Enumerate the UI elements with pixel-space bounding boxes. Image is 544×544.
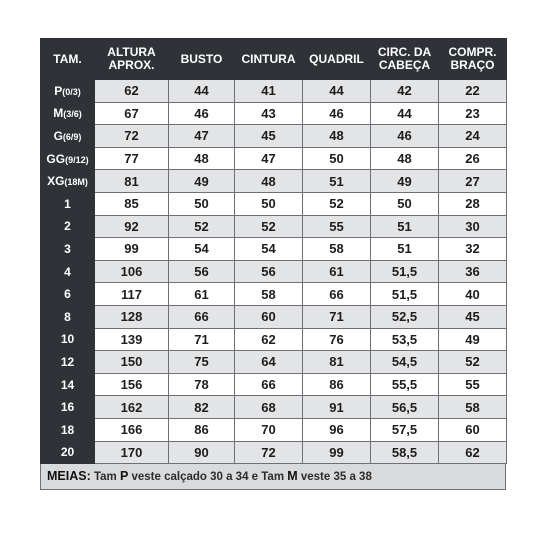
socks-note-text-3: veste 35 a 38 [297, 471, 372, 484]
measure-cell: 50 [235, 192, 303, 215]
measure-cell: 61 [303, 260, 371, 283]
measure-cell: 52 [169, 215, 235, 238]
size-label: P [54, 83, 63, 98]
header-waist [235, 39, 303, 80]
measure-cell: 49 [371, 170, 439, 193]
measure-cell: 62 [235, 328, 303, 351]
measure-cell: 30 [439, 215, 507, 238]
measure-cell: 139 [95, 328, 169, 351]
size-cell [41, 102, 95, 125]
measure-cell: 44 [169, 80, 235, 103]
table-row [41, 283, 507, 306]
measure-cell: 66 [303, 283, 371, 306]
measure-cell: 47 [235, 147, 303, 170]
measure-cell: 86 [303, 373, 371, 396]
header-size [41, 39, 95, 80]
measure-cell: 61 [169, 283, 235, 306]
size-cell [41, 305, 95, 328]
measure-cell: 67 [95, 102, 169, 125]
size-age-range: (18M) [64, 177, 88, 188]
measure-cell: 36 [439, 260, 507, 283]
socks-note-text-1: Tam [90, 471, 120, 484]
measure-cell: 50 [371, 192, 439, 215]
measure-cell: 52,5 [371, 305, 439, 328]
size-label: M [53, 106, 64, 121]
measure-cell: 71 [303, 305, 371, 328]
measure-cell: 72 [95, 125, 169, 148]
measure-cell: 162 [95, 396, 169, 419]
size-label: 20 [60, 445, 75, 460]
measure-cell: 68 [235, 396, 303, 419]
measure-cell: 52 [235, 215, 303, 238]
measure-cell: 50 [169, 192, 235, 215]
size-cell [41, 170, 95, 193]
measure-cell: 48 [169, 147, 235, 170]
measure-cell: 52 [303, 192, 371, 215]
measure-cell: 45 [235, 125, 303, 148]
measure-cell: 44 [371, 102, 439, 125]
measure-cell: 66 [169, 305, 235, 328]
measure-cell: 48 [371, 147, 439, 170]
measure-cell: 62 [95, 80, 169, 103]
header-label-line: ALTURA [107, 45, 156, 59]
table-row [41, 238, 507, 261]
measure-cell: 66 [235, 373, 303, 396]
measure-cell: 56 [169, 260, 235, 283]
size-age-range: (0/3) [62, 86, 81, 97]
measure-cell: 51 [303, 170, 371, 193]
measure-cell: 46 [303, 102, 371, 125]
table-row [41, 215, 507, 238]
measure-cell: 72 [235, 441, 303, 464]
size-cell [41, 396, 95, 419]
header-label-line: CINTURA [241, 51, 296, 66]
measure-cell: 86 [169, 418, 235, 441]
size-label: 2 [64, 219, 71, 234]
header-label-line: TAM. [53, 51, 82, 66]
header-label-line: BUSTO [180, 51, 223, 66]
header-label-line: COMPR. [448, 45, 497, 59]
header-hip [303, 39, 371, 80]
measure-cell: 51 [371, 215, 439, 238]
measure-cell: 92 [95, 215, 169, 238]
size-label: 16 [60, 400, 75, 415]
size-cell [41, 351, 95, 374]
size-cell [41, 373, 95, 396]
measure-cell: 51 [371, 238, 439, 261]
measure-cell: 58 [439, 396, 507, 419]
size-label: XG [47, 174, 65, 189]
measure-cell: 78 [169, 373, 235, 396]
size-cell [41, 215, 95, 238]
table-header-row [41, 39, 507, 80]
socks-note-text-2: veste calçado 30 a 34 e Tam [128, 471, 288, 484]
size-cell [41, 238, 95, 261]
measure-cell: 81 [303, 351, 371, 374]
size-label: 6 [64, 287, 71, 302]
table-row [41, 328, 507, 351]
header-bust [169, 39, 235, 80]
measure-cell: 49 [169, 170, 235, 193]
size-label: 14 [60, 377, 75, 392]
table-row [41, 80, 507, 103]
size-label: 8 [64, 309, 71, 324]
measure-cell: 166 [95, 418, 169, 441]
size-label: 10 [60, 332, 75, 347]
size-cell [41, 147, 95, 170]
measure-cell: 22 [439, 80, 507, 103]
measure-cell: 55,5 [371, 373, 439, 396]
measure-cell: 54 [235, 238, 303, 261]
measure-cell: 170 [95, 441, 169, 464]
measure-cell: 58 [235, 283, 303, 306]
measure-cell: 99 [95, 238, 169, 261]
measure-cell: 85 [95, 192, 169, 215]
measure-cell: 42 [371, 80, 439, 103]
measure-cell: 106 [95, 260, 169, 283]
size-cell [41, 80, 95, 103]
measure-cell: 43 [235, 102, 303, 125]
measure-cell: 117 [95, 283, 169, 306]
size-cell [41, 260, 95, 283]
measure-cell: 28 [439, 192, 507, 215]
measure-cell: 54,5 [371, 351, 439, 374]
measure-cell: 50 [303, 147, 371, 170]
size-label: GG [46, 151, 66, 166]
size-cell [41, 328, 95, 351]
size-cell [41, 441, 95, 464]
header-arm-length [439, 39, 507, 80]
size-table [40, 38, 507, 464]
socks-note [40, 464, 506, 490]
header-label-line: APROX. [108, 58, 155, 72]
size-cell [41, 283, 95, 306]
header-label-line: BRAÇO [450, 58, 495, 72]
header-label-line: CABEÇA [378, 58, 431, 72]
header-height [95, 39, 169, 80]
measure-cell: 47 [169, 125, 235, 148]
measure-cell: 82 [169, 396, 235, 419]
size-age-range: (6/9) [62, 131, 82, 142]
size-label: 1 [64, 196, 71, 211]
table-row [41, 418, 507, 441]
size-age-range: (3/6) [63, 109, 82, 120]
size-age-range: (9/12) [65, 154, 89, 165]
socks-note-label: MEIAS: [47, 469, 91, 484]
measure-cell: 77 [95, 147, 169, 170]
measure-cell: 128 [95, 305, 169, 328]
header-label-line: CIRC. DA [377, 45, 432, 59]
measure-cell: 46 [169, 102, 235, 125]
measure-cell: 55 [439, 373, 507, 396]
size-cell [41, 125, 95, 148]
measure-cell: 46 [371, 125, 439, 148]
table-row [41, 351, 507, 374]
table-row [41, 441, 507, 464]
measure-cell: 48 [235, 170, 303, 193]
measure-cell: 58 [303, 238, 371, 261]
measure-cell: 58,5 [371, 441, 439, 464]
measure-cell: 49 [439, 328, 507, 351]
measure-cell: 44 [303, 80, 371, 103]
measure-cell: 52 [439, 351, 507, 374]
table-row [41, 260, 507, 283]
measure-cell: 56,5 [371, 396, 439, 419]
measure-cell: 156 [95, 373, 169, 396]
size-cell [41, 192, 95, 215]
measure-cell: 40 [439, 283, 507, 306]
size-label: G [53, 128, 63, 143]
table-row [41, 102, 507, 125]
measure-cell: 150 [95, 351, 169, 374]
measure-cell: 62 [439, 441, 507, 464]
size-chart [40, 38, 506, 490]
measure-cell: 70 [235, 418, 303, 441]
measure-cell: 57,5 [371, 418, 439, 441]
measure-cell: 53,5 [371, 328, 439, 351]
size-label: 3 [64, 241, 71, 256]
socks-note-size-m: M [287, 469, 298, 484]
table-row [41, 170, 507, 193]
table-row [41, 125, 507, 148]
measure-cell: 26 [439, 147, 507, 170]
table-row [41, 373, 507, 396]
measure-cell: 99 [303, 441, 371, 464]
size-cell [41, 418, 95, 441]
table-body [41, 80, 507, 464]
measure-cell: 75 [169, 351, 235, 374]
socks-note-size-p: P [119, 469, 129, 484]
measure-cell: 91 [303, 396, 371, 419]
measure-cell: 64 [235, 351, 303, 374]
header-head-circumference [371, 39, 439, 80]
measure-cell: 71 [169, 328, 235, 351]
measure-cell: 41 [235, 80, 303, 103]
size-label: 4 [64, 264, 71, 279]
measure-cell: 24 [439, 125, 507, 148]
measure-cell: 90 [169, 441, 235, 464]
measure-cell: 23 [439, 102, 507, 125]
measure-cell: 60 [439, 418, 507, 441]
measure-cell: 96 [303, 418, 371, 441]
measure-cell: 51,5 [371, 283, 439, 306]
table-row [41, 192, 507, 215]
measure-cell: 51,5 [371, 260, 439, 283]
size-label: 12 [60, 354, 75, 369]
table-row [41, 396, 507, 419]
measure-cell: 48 [303, 125, 371, 148]
measure-cell: 56 [235, 260, 303, 283]
measure-cell: 32 [439, 238, 507, 261]
size-label: 18 [60, 422, 75, 437]
measure-cell: 54 [169, 238, 235, 261]
measure-cell: 45 [439, 305, 507, 328]
measure-cell: 76 [303, 328, 371, 351]
measure-cell: 60 [235, 305, 303, 328]
measure-cell: 55 [303, 215, 371, 238]
measure-cell: 27 [439, 170, 507, 193]
table-row [41, 147, 507, 170]
measure-cell: 81 [95, 170, 169, 193]
header-label-line: QUADRIL [309, 51, 364, 66]
table-row [41, 305, 507, 328]
